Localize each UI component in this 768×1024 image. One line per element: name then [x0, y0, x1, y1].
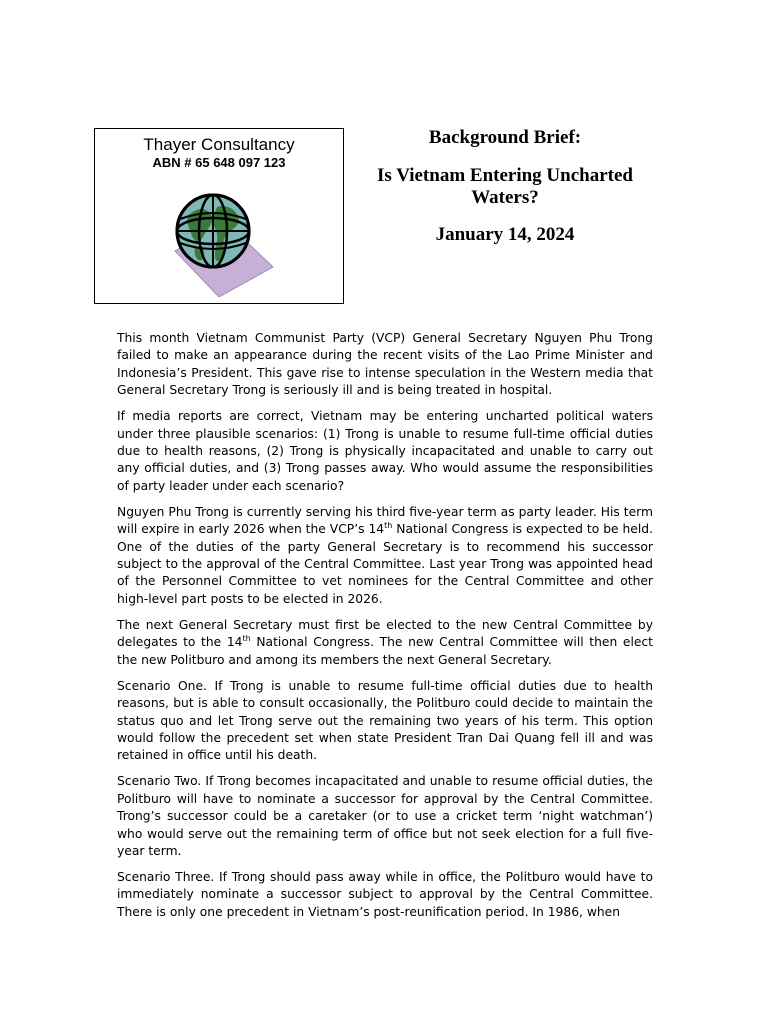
paragraph: The next General Secretary must first be elected to the new Central Committee by delegates to the 14th National Congress. The new Central Committee will then elect the new Politburo and among its members the next General Secretary.: [117, 617, 654, 667]
paragraph: Scenario Two. If Trong becomes incapacitated and unable to resume official duties, the Politburo will have to nominate a successor for approval by the Central Committee. Trong’s successor could be a caretaker (or to use a cricket term ‘night watchman’) who would serve out the remaining term of office but not seek election for a full five-year term.: [117, 774, 653, 858]
paragraph: If media reports are correct, Vietnam may be entering uncharted political waters under three plausible scenarios: (1) Trong is unable to resume full-time official duties due to health reasons, (2) Trong is physically incapacitated and unable to carry out any official duties, and (3) Trong passes away. Who would assume the responsibilities of party leader under each scenario?: [117, 409, 653, 493]
publication-date: January 14, 2024: [435, 224, 575, 245]
brief-label: Background Brief:: [428, 127, 582, 148]
company-abn: ABN # 65 648 097 123: [152, 155, 286, 170]
title-block: [352, 126, 658, 247]
body-text: [117, 330, 653, 930]
company-name: Thayer Consultancy: [143, 135, 295, 154]
paragraph: Nguyen Phu Trong is currently serving his third five-year term as party leader. His term will expire in early 2026 when the VCP’s 14th National Congress is expected to be held. One of the duties of the party General Secretary is to recommend his successor subject to the approval of the Central Committee. Last year Trong was appointed head of the Personnel Committee to vet nominees for the Central Committee and other high-level part posts to be elected in 2026.: [117, 504, 653, 606]
company-logo-box: [94, 128, 344, 304]
headline: Is Vietnam Entering Uncharted Waters?: [377, 165, 633, 208]
paragraph: This month Vietnam Communist Party (VCP) General Secretary Nguyen Phu Trong failed to make an appearance during the recent visits of the Lao Prime Minister and Indonesia’s President. This gave rise to intense speculation in the Western media that General Secretary Trong is seriously ill and is being treated in hospital.: [117, 331, 653, 398]
paragraph: Scenario Three. If Trong should pass away while in office, the Politburo would have to immediately nominate a successor subject to approval by the Central Committee. There is only one precedent in Vietnam’s post-reunification period. In 1986, when: [117, 869, 653, 919]
globe-icon: [167, 185, 279, 297]
paragraph: Scenario One. If Trong is unable to resume full-time official duties due to health reasons, but is able to consult occasionally, the Politburo could decide to maintain the status quo and let Trong serve out the remaining two years of his term. This option would follow the precedent set when state President Tran Dai Quang fell ill and was retained in office until his death.: [117, 678, 653, 763]
